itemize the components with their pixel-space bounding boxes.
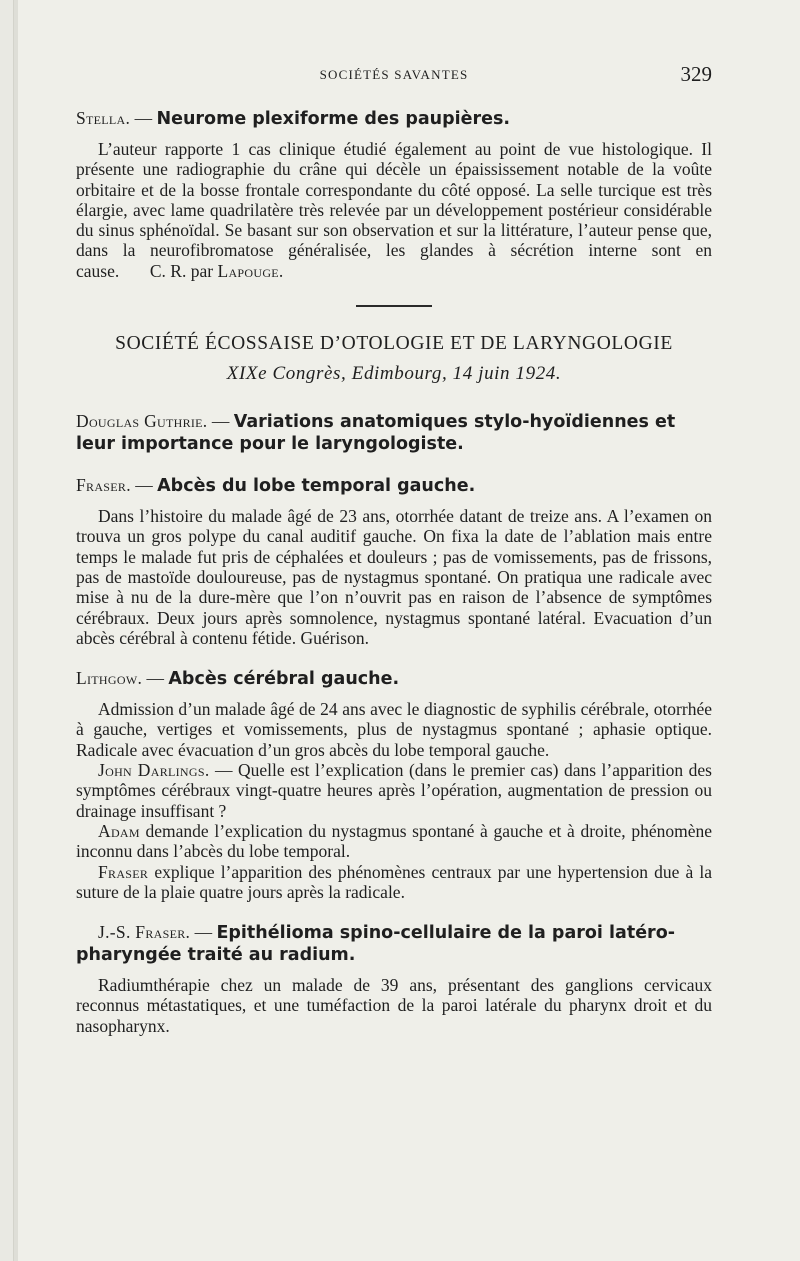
discussion-text: demande l’explication du nystagmus spontané à gauche et à droite, phénomène inconnu dans l’abcès du lobe temporal. [76,820,712,862]
article-heading [76,475,712,497]
article-heading [76,108,712,130]
article-heading [76,668,712,690]
signature-name: Lapouge. [217,260,284,281]
section-divider [356,305,432,307]
article-heading [76,411,712,455]
discussion-text: — Quelle est l’explication (dans le premier cas) dans l’apparition des symptômes cérébraux vingt-quatre heures après l’opération, augmentation de pression ou drainage insuffisant ? [76,760,712,821]
article-title: Abcès du lobe temporal gauche. [157,476,476,497]
article-body-text: L’auteur rapporte 1 cas clinique étudié également au point de vue histologique. Il présente une radiographie du crâne qui décèle un épaississement notable de la voûte orbitaire et de la bosse frontale correspondante du côté opposé. La selle turcique est très élargie, avec lame quadrilatère très relevée par un développement postérieur considérable du sinus sphénoïdal. Se basant sur son observation et sur la littérature, l’auteur pense que, dans la neurofibromatose généralisée, les glandes à sécrétion interne sont en cause. [76,139,712,281]
article-title: Epithélioma spino-cellulaire de la paroi latéro-pharyngée traité au radium. [76,923,675,966]
review-signature [150,261,284,281]
discussion-paragraph [76,862,712,903]
article-title: Abcès cérébral gauche. [168,669,400,690]
heading-dash: — [142,668,169,689]
running-title: SOCIÉTÉS SAVANTES [319,67,469,82]
page-content [76,62,712,1036]
article-author: Fraser. [76,475,131,496]
article-title: Variations anatomiques stylo-hyoïdiennes et leur importance pour le laryngologiste. [76,412,676,455]
article-body: Radiumthérapie chez un malade de 39 ans, présentant des ganglions cervicaux reconnus métastatiques, et une tuméfaction de la paroi latérale du pharynx droit et du nasopharynx. [76,975,712,1036]
signature-prefix: C. R. par [149,260,218,281]
heading-dash: — [207,411,234,432]
congress-subtitle: XIXe Congrès, Edimbourg, 14 juin 1924. [226,363,562,385]
article-author: Douglas Guthrie. [76,411,208,432]
discussant-name: Fraser [98,861,149,882]
discussion-paragraph [76,760,712,821]
society-title: SOCIÉTÉ ÉCOSSAISE D’OTOLOGIE ET DE LARYNGOLOGIE [115,333,673,355]
running-head [76,62,712,90]
discussion-paragraph [76,821,712,862]
page-number: 329 [680,62,712,86]
article-body: Admission d’un malade âgé de 24 ans avec le diagnostic de syphilis cérébrale, otorrhée à gauche, vertiges et vomissements, plus de nystagmus spontané ; aphasie optique. Radicale avec évacuation d’un gros abcès du lobe temporal gauche. [76,699,712,760]
article-title: Neurome plexiforme des paupières. [156,109,511,129]
article-author: J.-S. Fraser. [98,922,191,943]
discussant-name: John Darlings. [98,760,210,781]
discussant-name: Adam [98,820,140,841]
article-body: Dans l’histoire du malade âgé de 23 ans, otorrhée datant de treize ans. A l’examen on trouva un gros polype du canal auditif gauche. On fixa la date de l’ablation mais entre temps le malade fut pris de céphalées et douleurs ; pas de vomissements, pas de frissons, pas de mastoïde douloureuse, pas de nystagmus spontané. On pratiqua une radicale avec mise à nu de la dure-mère que l’on n’ouvrit pas en raison de l’absence de symptômes cérébraux. Deux jours après somnolence, nystagmus spontané latéral. Evacuation d’un abcès cérébral à contenu fétide. Guérison. [76,506,712,648]
heading-dash: — [190,922,217,943]
article-author: Lithgow. [76,668,143,689]
heading-dash: — [130,475,158,496]
book-page [14,0,800,1261]
article-heading [76,922,712,966]
discussion-text: explique l’apparition des phénomènes centraux par une hypertension due à la suture de la plaie quatre jours après la radicale. [76,861,712,902]
article-author: Stella. [76,108,131,128]
heading-dash: — [130,108,157,128]
article-body [76,139,712,281]
